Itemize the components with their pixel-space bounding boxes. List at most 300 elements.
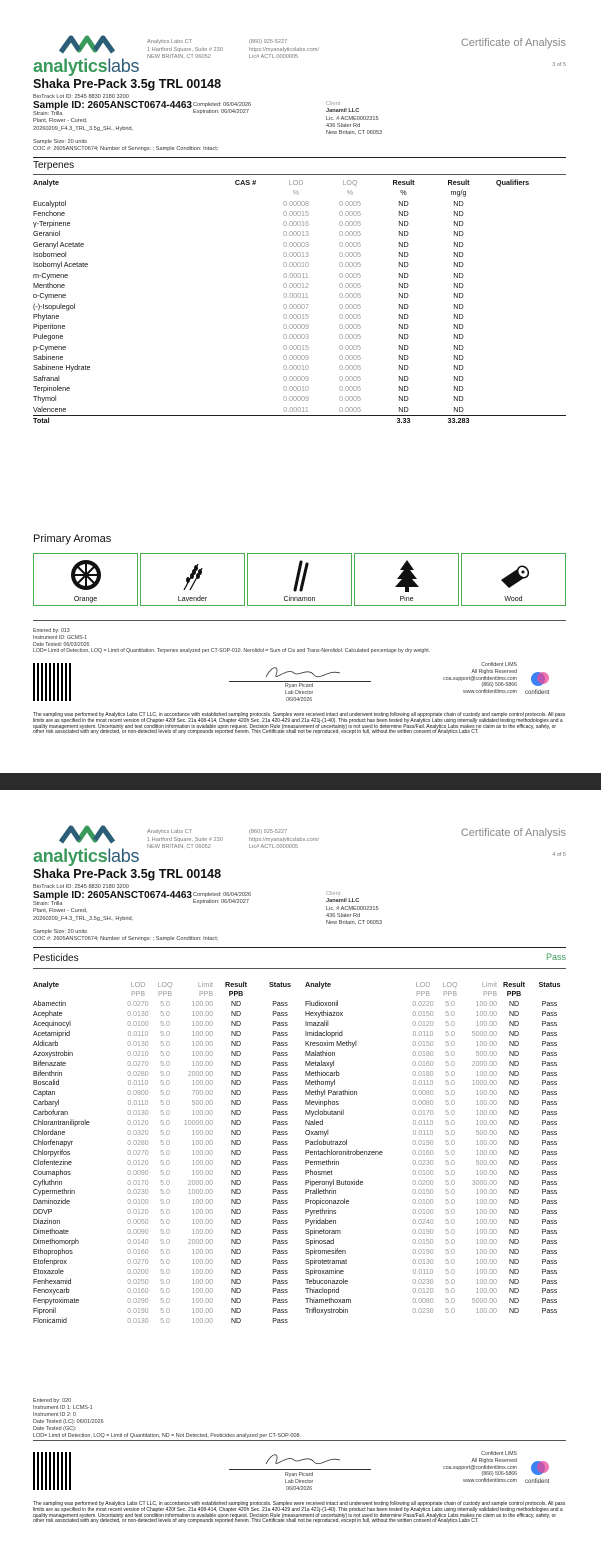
limit-cell: 100.00 [475, 1248, 497, 1256]
analyte-name: Menthone [33, 280, 65, 290]
limit-cell: 100.00 [191, 1278, 213, 1286]
loq-cell: 5.0 [160, 1060, 170, 1068]
cas-cell [223, 250, 268, 260]
loq-cell: 5.0 [445, 1080, 455, 1088]
confident-lims-info: Confident LIMS All Rights Reserved coa.support@confidentlims.com (866) 506-5866 www.confidentlims.com [443, 662, 517, 695]
lod-cell: 0.0120 [127, 1209, 149, 1217]
result-pct-cell: ND [398, 239, 409, 249]
limit-cell: 100.00 [475, 1288, 497, 1296]
table-row [305, 1198, 568, 1208]
qualifier-cell [486, 322, 566, 332]
status-cell: Pass [272, 1110, 288, 1118]
qualifier-cell [486, 374, 566, 384]
limit-cell: 100.00 [475, 1011, 497, 1019]
lod-cell: 0.0280 [127, 1139, 149, 1147]
loq-cell: 5.0 [445, 1229, 455, 1237]
status-cell: Pass [541, 1040, 558, 1048]
analyte-name: Eucalyptol [33, 198, 67, 208]
limit-cell: 100.00 [475, 1169, 497, 1177]
result-cell: ND [230, 1229, 242, 1237]
lod-cell: 0.00011 [283, 270, 309, 280]
limit-cell: 100.00 [475, 1139, 497, 1147]
analyte-name: Captan [33, 1090, 56, 1098]
cas-cell [223, 281, 268, 291]
loq-cell: 5.0 [160, 1179, 170, 1187]
loq-cell: 0.0005 [339, 301, 361, 311]
result-cell: ND [508, 1278, 520, 1286]
result-cell: ND [230, 1040, 242, 1048]
analyte-name: Spiroxamine [305, 1268, 344, 1276]
loq-cell: 5.0 [160, 1308, 170, 1316]
analyte-name: Abamectin [33, 1001, 67, 1009]
result-pct-cell: ND [398, 208, 409, 218]
total-row [33, 415, 566, 426]
analyte-name: Spiromesifen [305, 1248, 346, 1256]
lod-cell: 0.0130 [127, 1040, 149, 1048]
table-row [305, 1228, 568, 1238]
total-pct: 3.33 [376, 415, 431, 426]
analyte-name: Sabinene Hydrate [33, 363, 91, 373]
qualifier-cell [486, 343, 566, 353]
result-cell: ND [230, 1169, 242, 1177]
lod-cell: 0.0110 [127, 1100, 149, 1108]
result-cell: ND [230, 1308, 242, 1316]
qualifier-cell [486, 363, 566, 373]
result-mg-cell: ND [453, 332, 464, 342]
lod-cell: 0.00008 [283, 198, 309, 208]
result-cell: ND [230, 1238, 242, 1246]
lod-cell: 0.00011 [283, 291, 309, 301]
page-number: 4 of 5 [552, 852, 566, 858]
lod-cell: 0.0270 [127, 1149, 149, 1157]
cas-cell [223, 405, 268, 416]
limit-cell: 100.00 [191, 1030, 213, 1038]
lod-cell: 0.0110 [412, 1268, 434, 1276]
table-row [33, 405, 566, 416]
loq-cell: 5.0 [160, 1090, 170, 1098]
status-cell: Pass [272, 1100, 288, 1108]
lod-cell: 0.0170 [412, 1110, 434, 1118]
loq-cell: 5.0 [445, 1040, 455, 1048]
lod-cell: 0.0190 [412, 1248, 434, 1256]
loq-cell: 0.0005 [339, 270, 361, 280]
loq-cell: 5.0 [445, 1248, 455, 1256]
aroma-pine: Pine [354, 553, 459, 606]
pesticides-table-right: Analyte LOD LOQ Limit Result Status PPB PPB PPB PPB Fludioxonil 0.0220 5.0 100.00 ND Pass Hexythiazox 0.0150 5.0 100.00 ND Pass Imazalil 0.0120 5.0 100.00 ND Pass Imidacloprid 0.0110 5.0 5000.00 ND Pass Kresoxim Methyl 0.0150 5.0 100.00 ND Pass Malathion 0.0180 5.0 500.00 ND Pass Metalaxyl 0.0160 5.0 2000.00 ND Pass Methiocarb 0.0180 5.0 100.00 ND Pass Methomyl 0.0110 5.0 1000.00 ND Pass Methyl Parathion 0.0080 5.0 100.00 ND Pass Mevinphos 0.0080 5.0 100.00 ND Pass Myclobutanil 0.0170 5.0 100.00 ND Pass Naled 0.0110 5.0 100.00 ND Pass Oxamyl 0.0110 5.0 500.00 ND Pass Paclobutrazol 0.0190 5.0 100.00 ND Pass Pentachloronitrobenzene 0.0160 5.0 100.00 ND Pass Permethrin 0.0230 5.0 500.00 ND Pass Phosmet 0.0100 5.0 100.00 ND Pass Piperonyl Butoxide 0.0200 5.0 3000.00 ND Pass Prallethrin 0.0150 5.0 100.00 ND Pass Propiconazole 0.0100 5.0 100.00 ND Pass Pyrethrins 0.0100 5.0 100.00 ND Pass Pyridaben 0.0240 5.0 100.00 ND Pass Spinetoram 0.0190 5.0 100.00 ND Pass Spinosad 0.0150 5.0 100.00 ND Pass Spiromesifen 0.0190 5.0 100.00 ND Pass Spirotetramat 0.0130 5.0 100.00 ND Pass Spiroxamine 0.0110 5.0 100.00 ND Pass Tebuconazole 0.0230 5.0 100.00 ND Pass Thiacloprid 0.0120 5.0 100.00 ND Pass Thiamethoxam 0.0080 5.0 5000.00 ND Pass Trifloxystrobin 0.0230 5.0 100.00 ND Pass [305, 980, 568, 1317]
status-cell: Pass [272, 1179, 288, 1187]
analyte-name: Aldicarb [33, 1040, 59, 1048]
result-cell: ND [230, 1298, 242, 1306]
limit-cell: 100.00 [191, 1288, 213, 1296]
table-row [33, 1040, 301, 1050]
cas-cell [223, 229, 268, 239]
table-row [33, 1238, 301, 1248]
cas-cell [223, 353, 268, 363]
status-cell: Pass [272, 1090, 288, 1098]
table-row [305, 1169, 568, 1179]
biotrack-lot: BioTrack Lot ID: 2545 8830 2180 3200 [33, 94, 129, 100]
qualifier-cell [486, 209, 566, 219]
analyte-name: Chlorfenapyr [33, 1139, 74, 1147]
loq-cell: 5.0 [160, 1238, 170, 1246]
status-cell: Pass [272, 1209, 288, 1217]
table-row [33, 1278, 301, 1288]
analyte-name: Acephate [33, 1011, 63, 1019]
limit-cell: 100.00 [475, 1090, 497, 1098]
limit-cell: 500.00 [475, 1129, 497, 1137]
analyte-name: Ethoprophos [33, 1248, 73, 1256]
orange-icon [69, 558, 103, 592]
lod-cell: 0.0320 [127, 1129, 149, 1137]
limit-cell: 100.00 [475, 1278, 497, 1286]
analyte-name: Valencene [33, 404, 67, 414]
sample-id: Sample ID: 2605ANSCT0674-4463 [33, 100, 192, 111]
lod-cell: 0.0080 [412, 1298, 434, 1306]
loq-cell: 5.0 [445, 1060, 455, 1068]
analyte-name: Phosmet [305, 1169, 333, 1177]
result-cell: ND [230, 1110, 242, 1118]
result-pct-cell: ND [398, 353, 409, 363]
lod-cell: 0.00015 [283, 208, 309, 218]
result-cell: ND [508, 1169, 520, 1177]
status-cell: Pass [541, 1209, 558, 1217]
cas-cell [223, 312, 268, 322]
lod-cell: 0.00009 [283, 353, 309, 363]
loq-cell: 0.0005 [339, 250, 361, 260]
result-mg-cell: ND [453, 322, 464, 332]
analyte-name: Cyfluthrin [33, 1179, 63, 1187]
limit-cell: 100.00 [475, 1149, 497, 1157]
lod-cell: 0.0080 [412, 1090, 434, 1098]
loq-cell: 0.0005 [339, 363, 361, 373]
result-cell: ND [508, 1120, 520, 1128]
loq-cell: 0.0005 [339, 353, 361, 363]
result-pct-cell: ND [398, 291, 409, 301]
result-cell: ND [230, 1080, 242, 1088]
loq-cell: 5.0 [445, 1179, 455, 1187]
table-row [305, 1159, 568, 1169]
lod-cell: 0.0110 [127, 1080, 149, 1088]
lod-cell: 0.00012 [283, 280, 309, 290]
lab-contact: (860) 925-5227 https://myanalyticslabs.com/ Lic# ACTL.0000005 [249, 829, 319, 851]
status-cell: Pass [272, 1318, 288, 1326]
lod-cell: 0.0120 [412, 1021, 434, 1029]
lod-cell: 0.0200 [127, 1268, 149, 1276]
table-row [33, 271, 566, 281]
limit-cell: 100.00 [191, 1011, 213, 1019]
table-row [305, 1070, 568, 1080]
table-row [305, 1050, 568, 1060]
result-cell: ND [508, 1238, 520, 1246]
status-cell: Pass [541, 1238, 558, 1246]
loq-cell: 5.0 [445, 1219, 455, 1227]
table-row [33, 1287, 301, 1297]
table-row [305, 1307, 568, 1317]
analyte-name: Etoxazole [33, 1268, 64, 1276]
status-cell: Pass [272, 1169, 288, 1177]
limit-cell: 100.00 [191, 1248, 213, 1256]
status-cell: Pass [541, 1248, 558, 1256]
lod-cell: 0.00003 [283, 332, 309, 342]
client-info: Client Janamil LLC Lic. # ACME0002315 436 Slater Rd New Britain, CT 06053 [326, 101, 383, 137]
loq-cell: 5.0 [160, 1021, 170, 1029]
loq-cell: 0.0005 [339, 260, 361, 270]
analyte-name: Piperonyl Butoxide [305, 1179, 364, 1187]
lod-cell: 0.0150 [412, 1040, 434, 1048]
loq-cell: 5.0 [160, 1288, 170, 1296]
table-row [305, 1179, 568, 1189]
status-cell: Pass [272, 1248, 288, 1256]
limit-cell: 500.00 [475, 1050, 497, 1058]
limit-cell: 100.00 [191, 1169, 213, 1177]
loq-cell: 5.0 [445, 1011, 455, 1019]
loq-cell: 5.0 [445, 1298, 455, 1306]
loq-cell: 5.0 [160, 1001, 170, 1009]
loq-cell: 5.0 [160, 1278, 170, 1286]
loq-cell: 0.0005 [339, 219, 361, 229]
status-cell: Pass [541, 1120, 558, 1128]
result-mg-cell: ND [453, 383, 464, 393]
lab-contact: (860) 925-5227 https://myanalyticslabs.com/ Lic# ACTL.0000005 [249, 39, 319, 61]
result-cell: ND [230, 1001, 242, 1009]
product-title: Shaka Pre-Pack 3.5g TRL 00148 [33, 77, 222, 91]
analyte-name: Methyl Parathion [305, 1090, 358, 1098]
result-cell: ND [508, 1080, 520, 1088]
status-cell: Pass [272, 1030, 288, 1038]
qualifier-cell [486, 332, 566, 342]
loq-cell: 0.0005 [339, 322, 361, 332]
lod-cell: 0.0210 [127, 1050, 149, 1058]
result-mg-cell: ND [453, 208, 464, 218]
qualifier-cell [486, 384, 566, 394]
loq-cell: 5.0 [445, 1100, 455, 1108]
loq-cell: 5.0 [445, 1268, 455, 1276]
lod-cell: 0.0140 [127, 1238, 149, 1246]
cas-cell [223, 291, 268, 301]
result-pct-cell: ND [398, 394, 409, 404]
result-cell: ND [230, 1070, 242, 1078]
table-row [305, 1099, 568, 1109]
aromas-row [33, 553, 566, 606]
status-cell: Pass [541, 1179, 558, 1187]
cas-cell [223, 322, 268, 332]
analyte-name: Chlordane [33, 1129, 66, 1137]
result-cell: ND [508, 1001, 520, 1009]
lab-address: Analytics Labs CT 1 Hartford Square, Suite # 230 NEW BRITAIN, CT 06052 [147, 39, 223, 61]
result-mg-cell: ND [453, 219, 464, 229]
result-cell: ND [230, 1050, 242, 1058]
analyte-name: Thiacloprid [305, 1288, 340, 1296]
loq-cell: 5.0 [445, 1258, 455, 1266]
result-mg-cell: ND [453, 198, 464, 208]
analyte-name: Naled [305, 1120, 324, 1128]
confident-lims-info: Confident LIMS All Rights Reserved coa.support@confidentlims.com (866) 506-5866 www.confidentlims.com [443, 1451, 517, 1484]
loq-cell: 5.0 [160, 1030, 170, 1038]
qualifier-cell [486, 250, 566, 260]
limit-cell: 100.00 [475, 1199, 497, 1207]
confident-brand: confident [525, 1479, 550, 1485]
analyte-name: Thiamethoxam [305, 1298, 352, 1306]
table-row [305, 1030, 568, 1040]
status-cell: Pass [541, 1189, 558, 1197]
analyte-name: Tebuconazole [305, 1278, 349, 1286]
lod-cell: 0.00013 [283, 250, 309, 260]
qualifier-cell [486, 219, 566, 229]
result-cell: ND [230, 1209, 242, 1217]
lod-cell: 0.0150 [412, 1238, 434, 1246]
loq-cell: 5.0 [160, 1169, 170, 1177]
result-cell: ND [230, 1318, 242, 1326]
analyte-name: Pentachloronitrobenzene [305, 1149, 383, 1157]
lod-cell: 0.0220 [412, 1001, 434, 1009]
lod-cell: 0.00007 [283, 301, 309, 311]
analyte-name: Boscalid [33, 1080, 60, 1088]
table-row [33, 353, 566, 363]
section-title-pesticides: Pesticides [33, 953, 79, 964]
table-row [305, 1040, 568, 1050]
limit-cell: 100.00 [191, 1001, 213, 1009]
loq-cell: 5.0 [160, 1248, 170, 1256]
confident-brand: confident [525, 690, 550, 696]
loq-cell: 0.0005 [339, 208, 361, 218]
table-row [305, 1089, 568, 1099]
loq-cell: 5.0 [160, 1011, 170, 1019]
table-row [33, 281, 566, 291]
loq-cell: 0.0005 [339, 229, 361, 239]
lod-cell: 0.0050 [127, 1219, 149, 1227]
lod-cell: 0.0110 [412, 1120, 434, 1128]
loq-cell: 5.0 [160, 1229, 170, 1237]
status-cell: Pass [272, 1080, 288, 1088]
analyte-name: Geraniol [33, 229, 61, 239]
loq-cell: 5.0 [445, 1159, 455, 1167]
limit-cell: 100.00 [191, 1110, 213, 1118]
table-row [33, 343, 566, 353]
loq-cell: 5.0 [445, 1149, 455, 1157]
analyte-name: Myclobutanil [305, 1110, 344, 1118]
status-cell: Pass [541, 1169, 558, 1177]
lod-cell: 0.00015 [283, 311, 309, 321]
table-row [33, 1050, 301, 1060]
status-cell: Pass [272, 1258, 288, 1266]
analyte-name: Spinetoram [305, 1229, 341, 1237]
limit-cell: 1000.00 [187, 1189, 213, 1197]
status-cell: Pass [541, 1268, 558, 1276]
aroma-orange: Orange [33, 553, 138, 606]
analyte-name: Daminozide [33, 1199, 70, 1207]
lod-cell: 0.0120 [127, 1120, 149, 1128]
result-cell: ND [230, 1060, 242, 1068]
limit-cell: 100.00 [475, 1100, 497, 1108]
table-row [305, 1258, 568, 1268]
analyte-name: Chlorantraniliprole [33, 1120, 90, 1128]
limit-cell: 2000.00 [471, 1060, 497, 1068]
loq-cell: 5.0 [445, 1189, 455, 1197]
cas-cell [223, 384, 268, 394]
lod-cell: 0.0180 [412, 1050, 434, 1058]
analyte-name: Fludioxonil [305, 1001, 339, 1009]
limit-cell: 100.00 [191, 1139, 213, 1147]
table-row [33, 219, 566, 229]
status-cell: Pass [541, 1308, 558, 1316]
table-row [33, 1248, 301, 1258]
analyte-name: Coumaphos [33, 1169, 71, 1177]
qr-code[interactable] [33, 1452, 71, 1490]
limit-cell: 100.00 [191, 1298, 213, 1306]
table-row [33, 1020, 301, 1030]
loq-cell: 0.0005 [339, 394, 361, 404]
status-cell: Pass [541, 1001, 558, 1009]
limit-cell: 100.00 [191, 1159, 213, 1167]
table-row [33, 384, 566, 394]
result-pct-cell: ND [398, 270, 409, 280]
result-cell: ND [508, 1110, 520, 1118]
cas-cell [223, 302, 268, 312]
cas-cell [223, 209, 268, 219]
result-cell: ND [508, 1229, 520, 1237]
sample-id: Sample ID: 2605ANSCT0674-4463 [33, 890, 192, 901]
status-cell: Pass [272, 1139, 288, 1147]
qualifier-cell [486, 394, 566, 404]
result-cell: ND [230, 1219, 242, 1227]
table-row [33, 260, 566, 270]
result-pct-cell: ND [398, 250, 409, 260]
result-cell: ND [230, 1159, 242, 1167]
loq-cell: 5.0 [445, 1070, 455, 1078]
aromas-title: Primary Aromas [33, 533, 112, 545]
table-row [33, 1268, 301, 1278]
table-row [305, 1149, 568, 1159]
table-row [33, 394, 566, 404]
limit-cell: 100.00 [475, 1070, 497, 1078]
result-pct-cell: ND [398, 311, 409, 321]
table-row [305, 1010, 568, 1020]
doc-title: Certificate of Analysis [460, 37, 566, 49]
table-row [305, 1060, 568, 1070]
analyte-name: DDVP [33, 1209, 53, 1217]
loq-cell: 5.0 [445, 1001, 455, 1009]
status-cell: Pass [541, 1229, 558, 1237]
result-mg-cell: ND [453, 353, 464, 363]
analyte-name: Isobornyl Acetate [33, 260, 89, 270]
status-cell: Pass [541, 1288, 558, 1296]
table-row [33, 1307, 301, 1317]
result-cell: ND [508, 1209, 520, 1217]
pesticides-table-left: Analyte LOD LOQ Limit Result Status PPB PPB PPB PPB Abamectin 0.0270 5.0 100.00 ND Pass Acephate 0.0130 5.0 100.00 ND Pass Acequinocyl 0.0100 5.0 100.00 ND Pass Acetamiprid 0.0110 5.0 100.00 ND Pass Aldicarb 0.0130 5.0 100.00 ND Pass Azoxystrobin 0.0210 5.0 100.00 ND Pass Bifenazate 0.0270 5.0 100.00 ND Pass Bifenthrin 0.0280 5.0 2000.00 ND Pass Boscalid 0.0110 5.0 100.00 ND Pass Captan 0.0900 5.0 700.00 ND Pass Carbaryl 0.0110 5.0 500.00 ND Pass Carbofuran 0.0130 5.0 100.00 ND Pass Chlorantraniliprole 0.0120 5.0 10000.00 ND Pass Chlordane 0.0320 5.0 100.00 ND Pass Chlorfenapyr 0.0280 5.0 100.00 ND Pass Chlorpyrifos 0.0270 5.0 100.00 ND Pass Clofentezine 0.0120 5.0 100.00 ND Pass Coumaphos 0.0090 5.0 100.00 ND Pass Cyfluthrin 0.0170 5.0 2000.00 ND Pass Cypermethrin 0.0230 5.0 1000.00 ND Pass Daminozide 0.0100 5.0 100.00 ND Pass DDVP 0.0120 5.0 100.00 ND Pass Diazinon 0.0050 5.0 100.00 ND Pass Dimethoate 0.0090 5.0 100.00 ND Pass Dimethomorph 0.0140 5.0 2000.00 ND Pass Ethoprophos 0.0160 5.0 100.00 ND Pass Etofenprox 0.0270 5.0 100.00 ND Pass Etoxazole 0.0200 5.0 100.00 ND Pass Fenhexamid 0.0250 5.0 100.00 ND Pass Fenoxycarb 0.0160 5.0 100.00 ND Pass Fenpyroximate 0.0290 5.0 100.00 ND Pass Fipronil 0.0190 5.0 100.00 ND Pass Flonicamid 0.0130 5.0 100.00 ND Pass [33, 980, 301, 1327]
table-row [305, 1119, 568, 1129]
cas-cell [223, 394, 268, 404]
qr-code[interactable] [33, 663, 71, 701]
lod-cell: 0.0090 [127, 1229, 149, 1237]
lod-cell: 0.00015 [283, 342, 309, 352]
analyte-name: Fenpyroximate [33, 1298, 80, 1306]
analyte-name: Pyridaben [305, 1219, 337, 1227]
result-cell: ND [508, 1288, 520, 1296]
loq-cell: 5.0 [445, 1199, 455, 1207]
qualifier-cell [486, 405, 566, 416]
loq-cell: 5.0 [160, 1100, 170, 1108]
status-cell: Pass [541, 1060, 558, 1068]
status-cell: Pass [541, 1278, 558, 1286]
test-info: Entered by: 020 Instrument ID 1: LCMS-1 Instrument ID 2: 0 Date Tested (LC): 06/01/2026 Date Tested (GC): LOD= Limit of Detection, LOQ = Limit of Quantitation, ND = Not Detected, Pesticides analyzed per CT-SOP-008. [33, 1398, 302, 1440]
analyte-name: Dimethoate [33, 1229, 69, 1237]
loq-cell: 5.0 [445, 1030, 455, 1038]
status-cell: Pass [272, 1021, 288, 1029]
result-mg-cell: ND [453, 301, 464, 311]
test-info: Entered by: 013 Instrument ID: GCMS-1 Date Tested: 06/03/2026 LOD= Limit of Detection, LOQ = Limit of Quantitation. Terpenes analyzed per CT-SOP-010. Nerolidol = Sum of Cis and Trans-Nerolidol. Calculated percentage by dry weight. [33, 628, 431, 655]
status-cell: Pass [272, 1159, 288, 1167]
lod-cell: 0.00009 [283, 394, 309, 404]
